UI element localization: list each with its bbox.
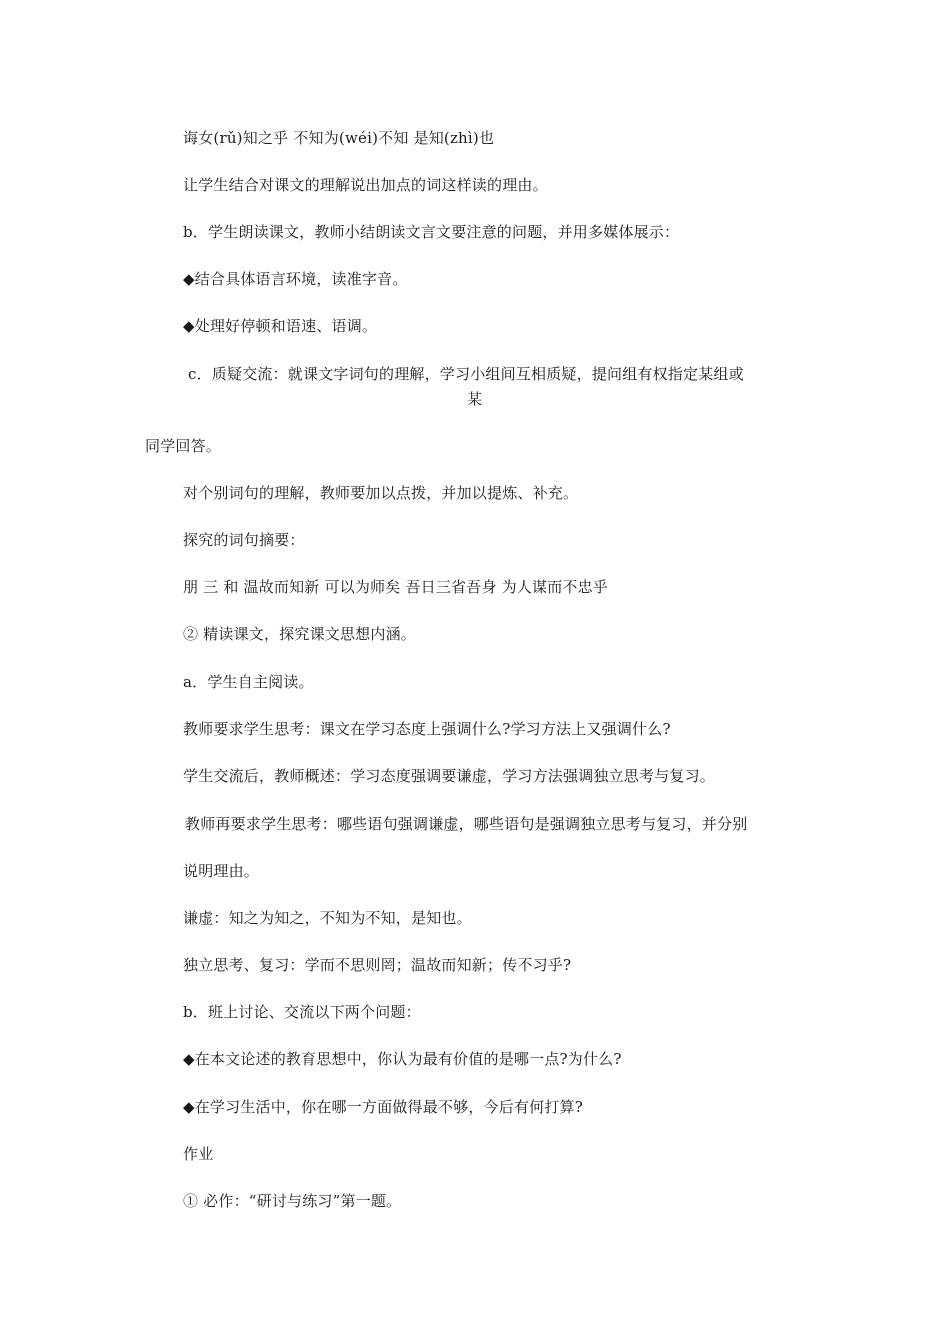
bullet-line: ◆在本文论述的教育思想中，你认为最有价值的是哪一点?为什么? bbox=[183, 1050, 622, 1068]
text-line-pinyin-example: 诲女(rǔ)知之乎 不知为(wéi)不知 是知(zhì)也 bbox=[183, 129, 495, 147]
text-line: 教师再要求学生思考：哪些语句强调谦虚，哪些语句是强调独立思考与复习，并分别 bbox=[185, 815, 748, 833]
text-line-wrap: 某 bbox=[467, 390, 483, 408]
text-line: 对个别词句的理解，教师要加以点拨，并加以提炼、补充。 bbox=[183, 484, 579, 502]
text-line-phrases: 朋 三 和 温故而知新 可以为师矣 吾日三省吾身 为人谋而不忠乎 bbox=[183, 578, 609, 596]
text-line: 让学生结合对课文的理解说出加点的词这样读的理由。 bbox=[183, 176, 548, 194]
text-line: b．班上讨论、交流以下两个问题： bbox=[183, 1003, 421, 1021]
text-line: 探究的词句摘要： bbox=[183, 531, 305, 549]
text-line: b．学生朗读课文，教师小结朗读文言文要注意的问题，并用多媒体展示： bbox=[183, 223, 680, 241]
bullet-line: ◆处理好停顿和语速、语调。 bbox=[183, 317, 378, 335]
bullet-line: ◆在学习生活中，你在哪一方面做得最不够，今后有何打算? bbox=[183, 1098, 583, 1116]
text-line: c．质疑交流：就课文字词句的理解，学习小组间互相质疑，提问组有权指定某组或 bbox=[188, 365, 744, 383]
text-line: ① 必作：“研讨与练习”第一题。 bbox=[183, 1192, 402, 1210]
text-line: 教师要求学生思考：课文在学习态度上强调什么?学习方法上又强调什么? bbox=[183, 720, 671, 738]
text-line: 学生交流后，教师概述：学习态度强调要谦虚，学习方法强调独立思考与复习。 bbox=[183, 767, 716, 785]
text-line: ② 精读课文，探究课文思想内涵。 bbox=[183, 625, 416, 643]
text-line: 同学回答。 bbox=[145, 437, 222, 455]
bullet-line: ◆结合具体语言环境，读准字音。 bbox=[183, 270, 408, 288]
text-line: a．学生自主阅读。 bbox=[183, 673, 314, 691]
text-line: 谦虚：知之为知之，不知为不知，是知也。 bbox=[183, 909, 472, 927]
text-line: 说明理由。 bbox=[183, 862, 260, 880]
section-heading: 作业 bbox=[183, 1145, 214, 1163]
text-line: 独立思考、复习：学而不思则罔；温故而知新；传不习乎? bbox=[183, 956, 572, 974]
